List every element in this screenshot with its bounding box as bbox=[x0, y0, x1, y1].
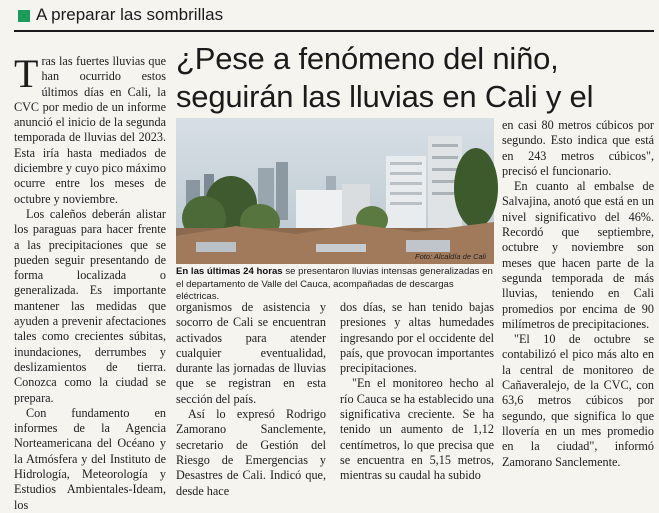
photo-credit: Foto: Alcaldía de Cali bbox=[414, 252, 486, 261]
paragraph: dos días, se han tenido bajas presiones y altas humedades ingresando por el occidente del país, que provocan importantes precipitaciones. bbox=[340, 300, 494, 376]
headline-line-2: seguirán las lluvias en Cali y el bbox=[176, 79, 594, 114]
article-column-3 bbox=[340, 300, 494, 500]
paragraph: "En el monitoreo hecho al río Cauca se ha establecido una significativa creciente. Se ha tenido un aumento de 1,12 centímetros, lo que precisa que se encuentra en 5,15 metros, mientras su caudal ha subido bbox=[340, 376, 494, 483]
section-marker-icon bbox=[18, 10, 30, 22]
paragraph: Así lo expresó Rodrigo Zamorano Sanclemente, secretario de Gestión del Riesgo de Emergencias y Desastres de Cali. Indicó que, desde hace bbox=[176, 407, 326, 498]
city-skyline-image bbox=[176, 118, 494, 264]
caption-lead: En las últimas 24 horas bbox=[176, 266, 283, 277]
paragraph: organismos de asistencia y socorro de Cali se encuentran activados para atender cualquier eventualidad, durante las jornadas de lluvias que se registran en esta sección del país. bbox=[176, 300, 326, 406]
article-column-1 bbox=[14, 51, 166, 512]
article-column-4 bbox=[502, 118, 654, 500]
section-title: A preparar las sombrillas bbox=[36, 5, 224, 24]
paragraph: "El 10 de octubre se contabilizó el pico más alto en la central de monitoreo de Cañaveralejo, de la CVC, con 63,6 metros cúbicos por segundo, que significa lo que llovería en un mes promedio en la ciudad", informó Zamorano Sanclemente. bbox=[502, 332, 654, 469]
section-header bbox=[14, 4, 654, 32]
article-column-2 bbox=[176, 300, 326, 500]
photo-caption bbox=[176, 266, 494, 304]
paragraph: Con fundamento en informes de la Agencia Norteamericana del Océano y la Atmósfera y del Instituto de Hidrología, Meteorología y Estudios Ambientales-Ideam, los bbox=[14, 405, 166, 512]
headline-line-1: ¿Pese a fenómeno del niño, bbox=[176, 41, 559, 76]
paragraph: En cuanto al embalse de Salvajina, anotó que está en un nivel significativo del 46%. Recordó que septiembre, octubre y noviembre son meses que hacen parte de la segunda temporada de más lluvias, teniendo en Cali promedios por encima de 90 milímetros de precipitaciones. bbox=[502, 179, 654, 331]
caption-text: se presentaron lluvias intensas generalizadas en el departamento de Valle del Cauca, acompañadas de descargas eléctricas. bbox=[176, 266, 493, 302]
paragraph: Los caleños deberán alistar los paraguas para hacer frente a las precipitaciones que se pueden seguir presentando de forma localizada o generalizada. Es importante mantener las medidas que ayuden a prevenir afectaciones tales como crecientes súbitas, inundaciones, derrumbes y deslizamientos de tierra. Conozca como la ciudad se prepara. bbox=[14, 206, 166, 405]
paragraph: en casi 80 metros cúbicos por segundo. Esto indica que está en 243 metros cúbicos", precisó el funcionario. bbox=[502, 118, 654, 178]
drop-cap: T bbox=[14, 51, 39, 96]
paragraph: Tras las fuertes lluvias que han ocurrido estos últimos días en Cali, la CVC por medio de un informe anunció el inicio de la segunda temporada de lluvias del 2023. Esta iría hasta mediados de diciembre y cuyo pico máximo ocurre entre los meses de octubre y noviembre. bbox=[14, 51, 166, 206]
article-photo bbox=[176, 118, 494, 264]
